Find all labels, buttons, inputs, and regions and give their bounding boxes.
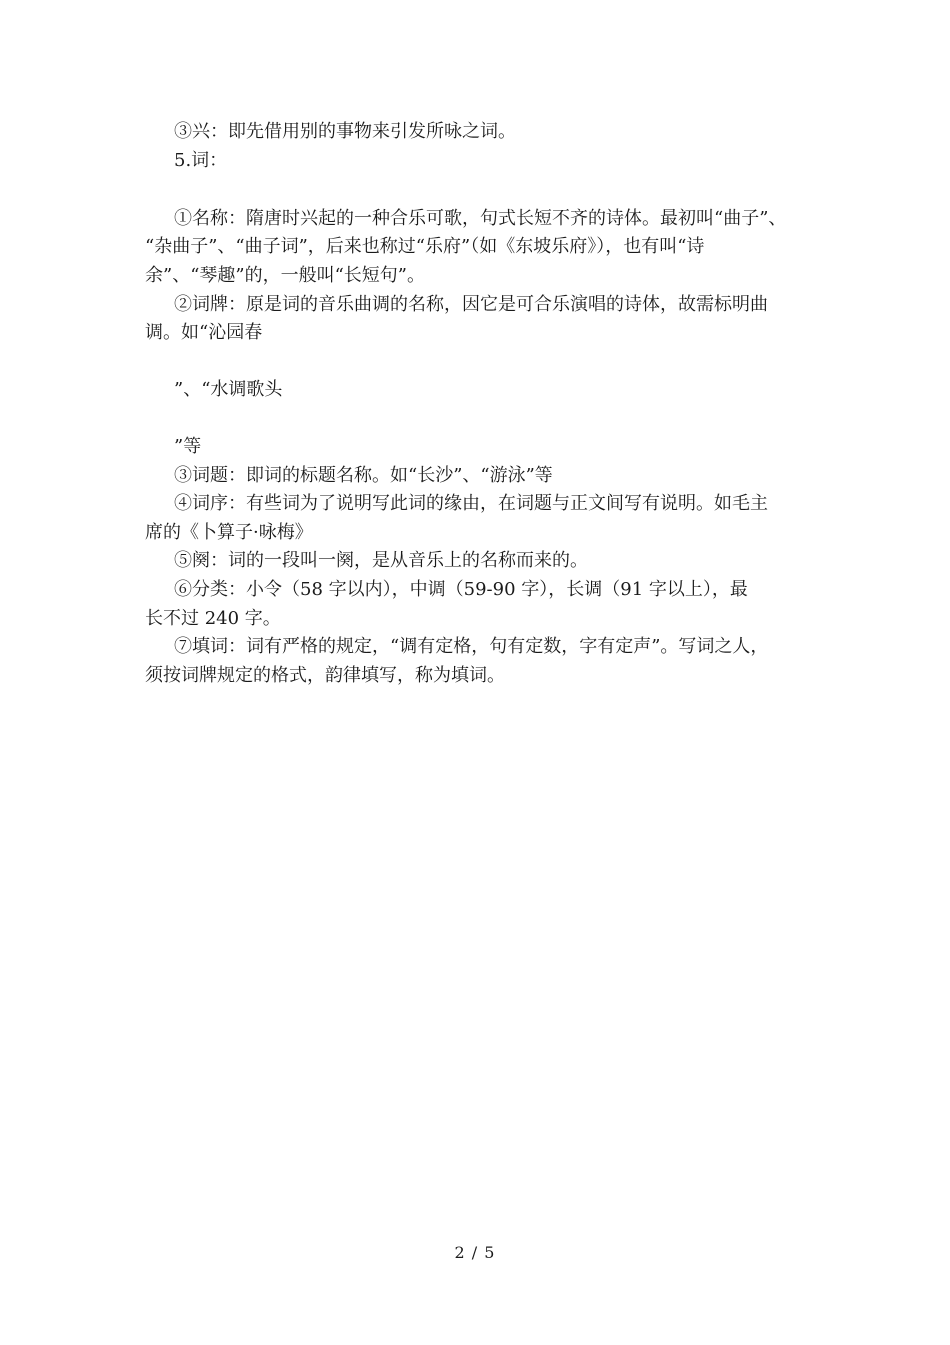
text-line: ①名称：隋唐时兴起的一种合乐可歌，句式长短不齐的诗体。最初叫“曲子”、 [174,208,787,229]
text-line: “杂曲子”、“曲子词”，后来也称过“乐府”（如《东坡乐府》），也有叫“诗 [145,236,705,257]
text-line: ④词序：有些词为了说明写此词的缘由，在词题与正文间写有说明。如毛主 [174,493,768,514]
text-line: ⑥分类：小令（58 字以内），中调（59-90 字），长调（91 字以上），最 [174,579,748,600]
text-line: ②词牌：原是词的音乐曲调的名称，因它是可合乐演唱的诗体，故需标明曲 [174,294,768,315]
text-line: ③兴：即先借用别的事物来引发所咏之词。 [174,121,516,142]
text-line: ”等 [174,436,202,457]
text-line: ③词题：即词的标题名称。如“长沙”、“游泳”等 [174,465,553,486]
text-line: ⑤阕：词的一段叫一阕，是从音乐上的名称而来的。 [174,550,588,571]
text-line: ⑦填词：词有严格的规定，“调有定格，句有定数，字有定声”。写词之人， [174,636,769,657]
text-line: 长不过 240 字。 [145,608,281,629]
text-line: 调。如“沁园春 [145,322,263,343]
section-heading: 5.词： [174,150,228,171]
text-line: 须按词牌规定的格式，韵律填写，称为填词。 [145,665,505,686]
text-line: 席的《卜算子·咏梅》 [145,522,313,543]
text-line: 余”、“琴趣”的，一般叫“长短句”。 [145,265,426,286]
text-line: ”、“水调歌头 [174,379,283,400]
page-number: 2 / 5 [454,1243,496,1262]
